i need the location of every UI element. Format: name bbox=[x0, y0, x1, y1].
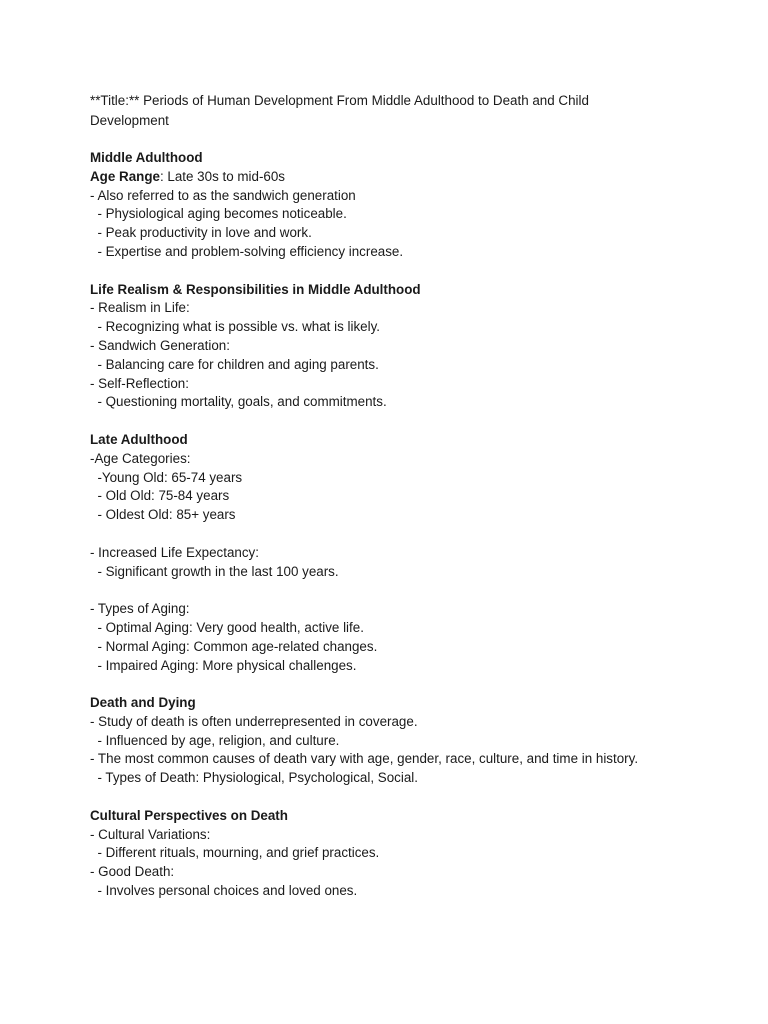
document-title-line-1: **Title:** Periods of Human Development From Middle Adulthood to Death and Child bbox=[90, 93, 589, 108]
list-item: - Peak productivity in love and work. bbox=[90, 225, 312, 241]
list-item: - The most common causes of death vary with age, gender, race, culture, and time in history. bbox=[90, 751, 639, 767]
list-item: - Impaired Aging: More physical challenges. bbox=[90, 657, 357, 673]
list-item: - Questioning mortality, goals, and commitments. bbox=[90, 394, 387, 410]
age-range-line bbox=[90, 168, 690, 187]
section-heading-death-dying: Death and Dying bbox=[90, 695, 196, 711]
spacer bbox=[90, 262, 690, 281]
list-item: - Good Death: bbox=[90, 864, 175, 880]
document-body bbox=[90, 91, 690, 901]
list-item: - Oldest Old: 85+ years bbox=[90, 507, 236, 523]
list-item: - Cultural Variations: bbox=[90, 826, 211, 842]
age-range-value: : Late 30s to mid-60s bbox=[159, 168, 285, 184]
spacer bbox=[90, 788, 690, 807]
document-title-line-2: Development bbox=[90, 112, 169, 128]
list-item: - Also referred to as the sandwich generation bbox=[90, 187, 356, 203]
list-item: - Involves personal choices and loved ones. bbox=[90, 883, 358, 899]
section-heading-cultural-perspectives: Cultural Perspectives on Death bbox=[90, 807, 288, 823]
list-item: - Significant growth in the last 100 years. bbox=[90, 563, 339, 579]
age-range-label: Age Range bbox=[90, 168, 160, 184]
spacer bbox=[90, 525, 690, 544]
spacer bbox=[90, 130, 690, 149]
list-item: - Normal Aging: Common age-related changes. bbox=[90, 638, 378, 654]
list-item: - Increased Life Expectancy: bbox=[90, 544, 259, 560]
section-heading-late-adulthood: Late Adulthood bbox=[90, 431, 188, 447]
list-item: - Types of Aging: bbox=[90, 601, 190, 617]
list-item: -Young Old: 65-74 years bbox=[90, 469, 243, 485]
spacer bbox=[90, 581, 690, 600]
section-heading-middle-adulthood: Middle Adulthood bbox=[90, 149, 203, 165]
list-item: - Physiological aging becomes noticeable. bbox=[90, 206, 347, 222]
list-item: - Sandwich Generation: bbox=[90, 337, 230, 353]
list-item: - Types of Death: Physiological, Psychological, Social. bbox=[90, 770, 418, 786]
list-item: - Old Old: 75-84 years bbox=[90, 488, 230, 504]
list-item: - Optimal Aging: Very good health, active life. bbox=[90, 619, 364, 635]
list-item: -Age Categories: bbox=[90, 450, 191, 466]
section-heading-life-realism: Life Realism & Responsibilities in Middle Adulthood bbox=[90, 281, 421, 297]
spacer bbox=[90, 675, 690, 694]
list-item: - Realism in Life: bbox=[90, 300, 190, 316]
spacer bbox=[90, 412, 690, 431]
list-item: - Recognizing what is possible vs. what is likely. bbox=[90, 319, 380, 335]
list-item: - Influenced by age, religion, and culture. bbox=[90, 732, 340, 748]
list-item: - Expertise and problem-solving efficiency increase. bbox=[90, 243, 404, 259]
list-item: - Balancing care for children and aging parents. bbox=[90, 356, 379, 372]
list-item: - Different rituals, mourning, and grief practices. bbox=[90, 845, 380, 861]
list-item: - Study of death is often underrepresented in coverage. bbox=[90, 713, 418, 729]
list-item: - Self-Reflection: bbox=[90, 375, 189, 391]
